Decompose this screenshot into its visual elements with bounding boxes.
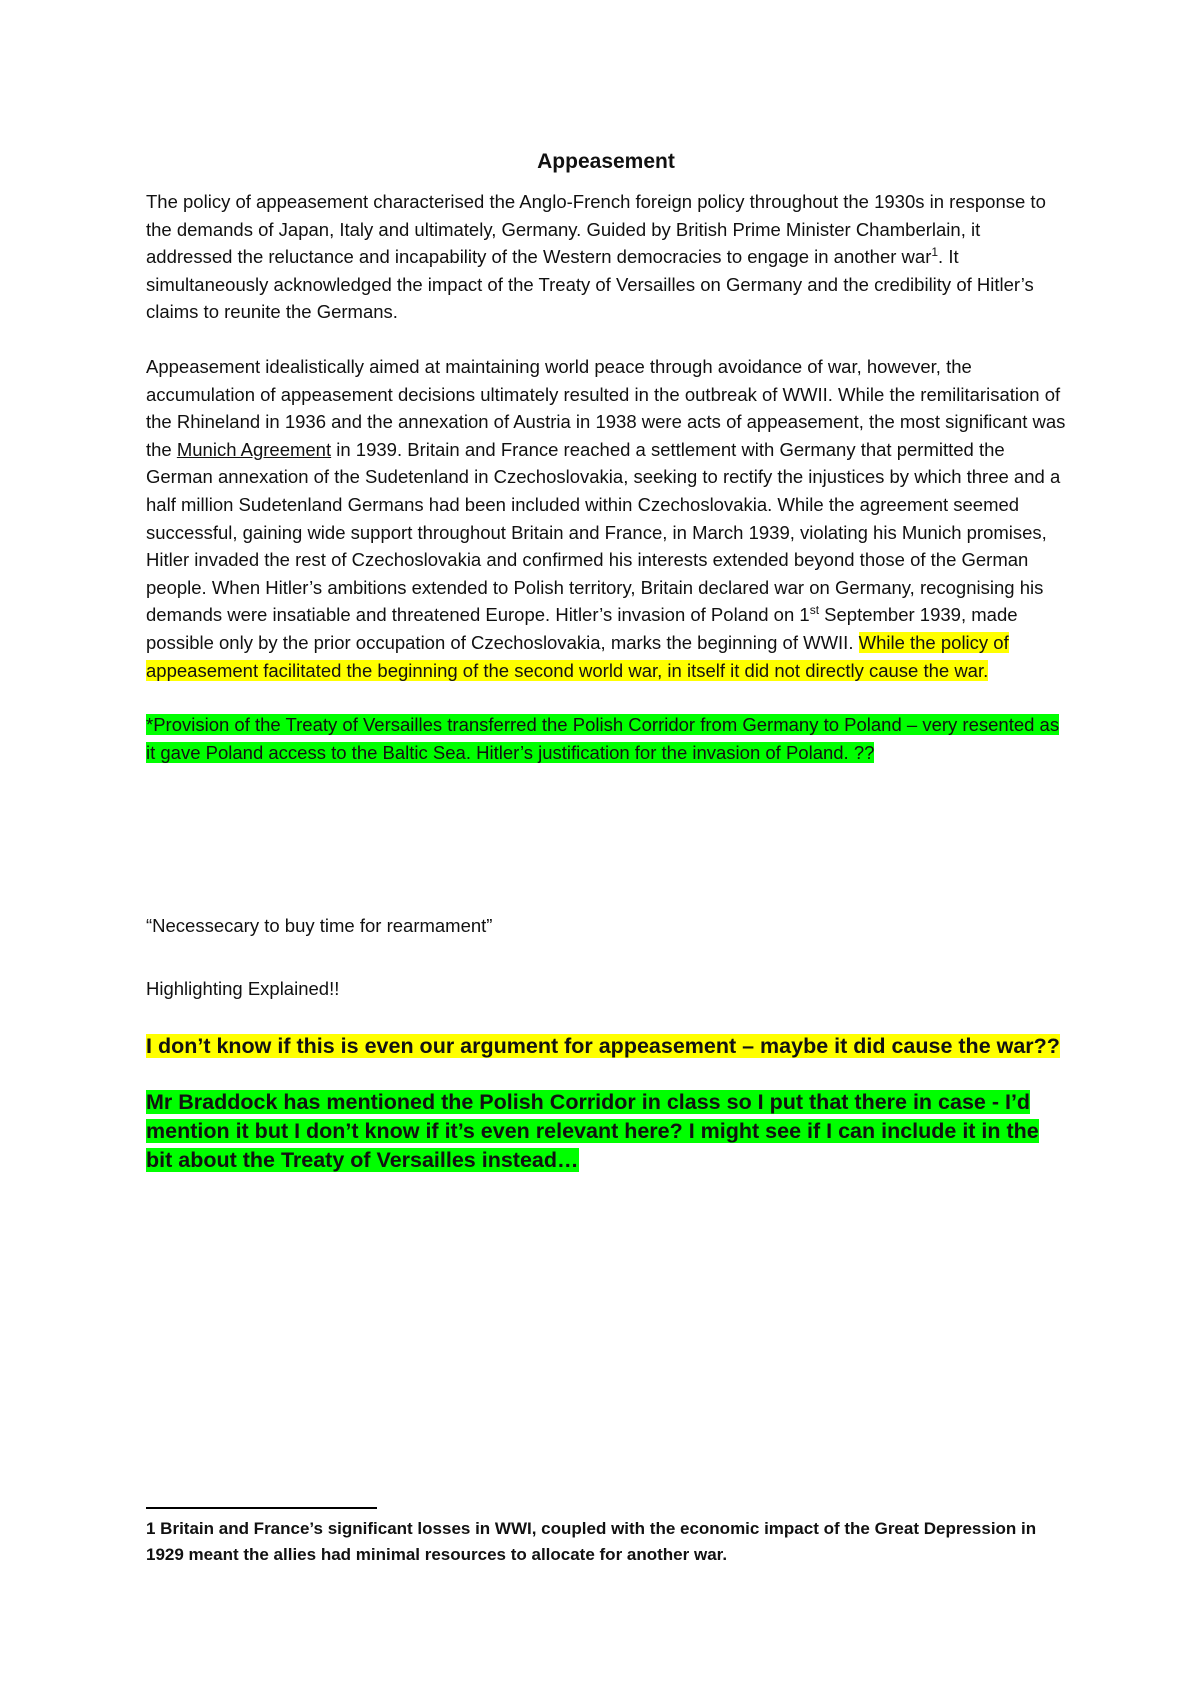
note-yellow-block: [146, 1032, 1066, 1061]
note-yellow: [146, 1032, 1066, 1061]
paragraph-2: [146, 353, 1066, 684]
quote-text: “Necessecary to buy time for rearmament”: [146, 915, 493, 936]
paragraph-1-text-b: . It simultaneously acknowledged the impact of the Treaty of Versailles on Germany and the credibility of Hitler’s claims to reunite the Germans.: [146, 246, 1034, 323]
paragraph-3: [146, 711, 1066, 766]
highlighting-label: Highlighting Explained!!: [146, 978, 340, 999]
page-title: Appeasement: [537, 150, 675, 173]
paragraph-2-text-a: Appeasement idealistically aimed at maintaining world peace through avoidance of war, however, the accumulation of appeasement decisions ultimately resulted in the outbreak of WWII. While the remilitarisation of the Rhineland in 1936 and the annexation of Austria in 1938 were acts of appeasement, the most significant was the: [146, 355, 1066, 460]
green-highlight-provision: *Provision of the Treaty of Versailles transferred the Polish Corridor from Germany to Poland – very resented as it gave Poland access to the Baltic Sea. Hitler’s justification for the invasion of Poland. ??: [146, 714, 1060, 763]
munich-agreement-underlined: Munich Agreement: [176, 438, 332, 460]
quote-block: [146, 912, 1066, 940]
footnote-separator: [146, 1507, 377, 1509]
paragraph-1-text-a: The policy of appeasement characterised the Anglo-French foreign policy throughout the 1930s in response to the demands of Japan, Italy and ultimately, Germany. Guided by British Prime Minister Chamberlain, it addressed the reluctance and incapability of the Western democracies to engage in another war: [146, 191, 1046, 268]
note-green: [146, 1088, 1066, 1175]
ordinal-superscript: st: [809, 603, 820, 618]
note-green-block: [146, 1088, 1066, 1175]
footnote: 1 Britain and France’s significant losses in WWI, coupled with the economic impact of the Great Depression in 1929 meant the allies had minimal resources to allocate for another war.: [146, 1519, 1037, 1564]
paragraph-2-text-b: in 1939. Britain and France reached a settlement with Germany that permitted the German annexation of the Sudetenland in Czechoslovakia, seeking to rectify the injustices by which three and a half million Sudetenland Germans had been included within Czechoslovakia. While the agreement seemed successful, gaining wide support throughout Britain and France, in March 1939, violating his Munich promises, Hitler invaded the rest of Czechoslovakia and confirmed his interests extended beyond those of the German people. When Hitler’s ambitions extended to Polish territory, Britain declared war on Germany, recognising his demands were insatiable and threatened Europe. Hitler’s invasion of Poland on 1: [146, 438, 1061, 626]
paragraph-1: [146, 188, 1066, 326]
document-body: [146, 148, 1066, 793]
footnote-reference[interactable]: 1: [931, 245, 939, 260]
note-yellow-text: I don’t know if this is even our argument for appeasement – maybe it did cause the war??: [146, 1034, 1060, 1058]
highlighting-label-block: [146, 975, 1066, 1003]
yellow-highlight-conclusion: While the policy of appeasement facilitated the beginning of the second world war, in itself it did not directly cause the war.: [146, 631, 1009, 681]
paragraph-2-text-c: September 1939, made possible only by the prior occupation of Czechoslovakia, marks the beginning of WWII.: [146, 604, 1018, 653]
note-green-text: Mr Braddock has mentioned the Polish Corridor in class so I put that there in case - I’d mention it but I don’t know if it’s even relevant here? I might see if I can include it in the bit about the Treaty of Versailles instead…: [146, 1090, 1039, 1172]
